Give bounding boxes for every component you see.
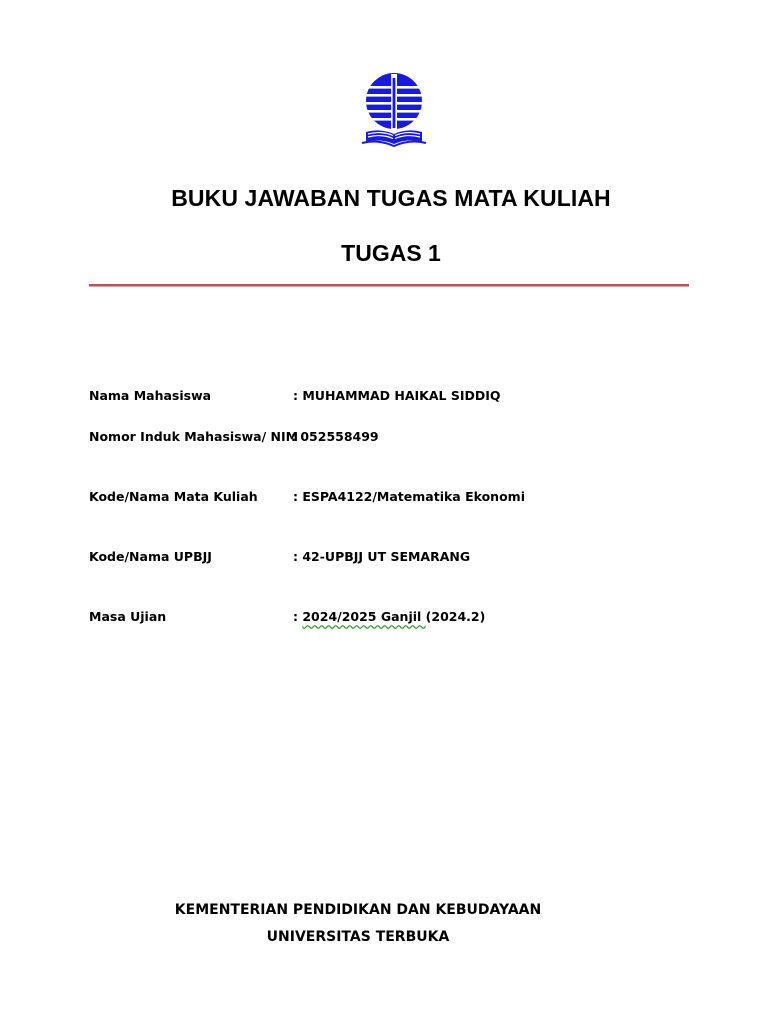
info-value: : 052558499 [291, 429, 379, 444]
info-label: Kode/Nama UPBJJ [89, 549, 212, 564]
universitas-terbuka-logo [360, 72, 428, 148]
footer-ministry: KEMENTERIAN PENDIDIKAN DAN KEBUDAYAAN [174, 902, 542, 918]
info-label: Nama Mahasiswa [89, 388, 212, 403]
info-value-prefix: : [293, 609, 303, 624]
spellcheck-underlined-text: 2024/2025 Ganjil [302, 609, 426, 624]
info-value: : ESPA4122/Matematika Ekonomi [293, 489, 525, 504]
info-value [293, 609, 485, 624]
info-label: Nomor Induk Mahasiswa/ NIM [89, 429, 299, 444]
footer-university: UNIVERSITAS TERBUKA [266, 929, 450, 945]
document-title: BUKU JAWABAN TUGAS MATA KULIAH [171, 185, 611, 211]
info-label: Masa Ujian [89, 609, 167, 624]
info-value-suffix: (2024.2) [425, 609, 486, 624]
info-label: Kode/Nama Mata Kuliah [89, 489, 258, 504]
info-value: : MUHAMMAD HAIKAL SIDDIQ [293, 388, 501, 403]
title-divider [89, 284, 689, 287]
document-subtitle: TUGAS 1 [341, 240, 441, 266]
info-value: : 42-UPBJJ UT SEMARANG [293, 549, 471, 564]
